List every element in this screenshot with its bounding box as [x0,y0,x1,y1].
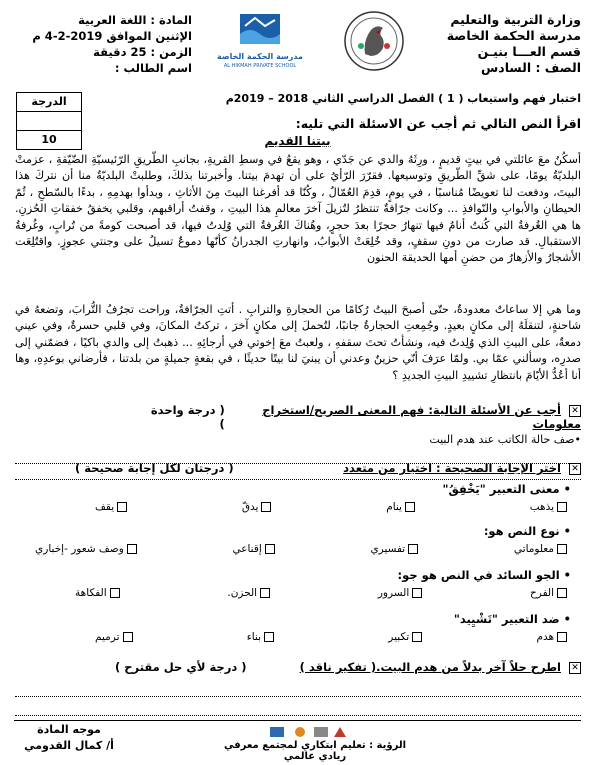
answer-line[interactable] [15,684,581,697]
mcq-option-text: إقناعي [232,543,262,555]
mcq-option[interactable] [530,587,567,599]
checkbox-icon[interactable] [265,544,275,554]
bullet-dot: • [559,612,571,626]
header-exam-info [22,12,192,76]
mcq-options [15,501,571,513]
exam-title: اختبار فهم واستيعاب ( 1 ) الفصل الدراسي الثاني 2018 – 2019م [225,92,581,105]
checkbox-icon[interactable] [110,588,120,598]
question-2-title: اختر الإجابة الصحيحة : اختيار من متعدد [343,461,561,475]
question-2-marks: ( درجتان لكل إجابة صحيحة ) [75,461,234,475]
mcq-option[interactable] [227,587,270,599]
supervisor-title: موجه المادة [37,723,101,736]
school-logo-text-en: AL HIKMAH PRIVATE SCHOOL [223,63,297,69]
question-3-header [300,660,581,674]
mcq-option-text: بناء [246,631,262,643]
footer-divider [14,720,581,721]
mcq-stem-text: معنى التعبير "يَخْفِقُ" [442,482,560,496]
mcq-option-text: يقف [95,501,115,513]
checkbox-icon[interactable] [260,588,270,598]
mcq-option[interactable] [75,587,120,599]
mcq-option-text: الفكاهة [75,587,107,599]
score-total: 10 [41,133,57,146]
emblem-logo [343,10,405,72]
answer-line[interactable] [15,703,581,716]
question-1-header [225,403,581,431]
ministry-name: وزارة التربية والتعليم [450,12,581,27]
mcq-item-3 [15,568,571,599]
mcq-option-text: يدقّ [241,501,259,513]
mcq-option[interactable] [35,543,137,555]
checkbox-icon[interactable] [264,632,274,642]
mcq-option-text: السرور [377,587,410,599]
school-vision: الرؤية : تعليم ابتكاري لمجتمع معرفي ريادي عالمي [223,740,406,762]
reading-instruction: اقرأ النص التالي ثم أجب عن الاسئلة التي تليه: [295,116,581,131]
mcq-option[interactable] [247,631,274,643]
mcq-option[interactable] [95,501,127,513]
mcq-item-2 [15,524,571,555]
checkbox-icon[interactable] [557,502,567,512]
mcq-option-text: تكبير [388,631,410,643]
mcq-options [15,631,571,643]
header-school-info [411,12,581,76]
mcq-options [15,587,571,599]
mcq-option-text: تفسيري [370,543,406,555]
question-1-title: أجب عن الأسئلة التالية: فهم المعنى الصريح/استخراج معلومات [262,403,581,431]
mcq-option-text: ترميم [95,631,120,643]
mcq-option[interactable] [536,631,567,643]
mcq-stem-text: ضد التعبير "تَشْيِيد" [453,612,560,626]
mcq-option[interactable] [530,501,567,513]
score-empty-cell [17,112,81,131]
question-2-header [343,461,581,475]
school-name: مدرسة الحكمة الخاصة [446,28,581,43]
mcq-option-text: ينام [386,501,402,513]
mcq-option-text: يذهب [529,501,554,513]
mcq-option[interactable] [242,501,272,513]
mcq-stem [15,524,571,538]
bullet-dot: • [559,568,571,582]
bullet-dot: • [559,524,571,538]
section-mark-icon: ✕ [569,662,581,674]
section-mark-icon: ✕ [569,405,581,417]
passage-title: بيتنا القديم [264,134,331,148]
mcq-option[interactable] [95,631,133,643]
mcq-option[interactable] [514,543,567,555]
mcq-option-text: معلوماتي [513,543,554,555]
checkbox-icon[interactable] [123,632,133,642]
date-label: الإثنين الموافق 2019-2-4 م [32,29,192,43]
section-mark-icon: ✕ [569,463,581,475]
mcq-options [15,543,571,555]
subject-label: المادة : اللغة العربية [78,13,192,27]
question-1-item: •صف حالة الكاتب عند هدم البيت [429,433,581,446]
mcq-option-text: الفرح [530,587,554,599]
mcq-stem-text: الجو السائد في النص هو جو: [397,568,560,582]
question-3 [15,660,581,716]
mcq-option[interactable] [378,587,422,599]
time-label: الزمن : 25 دقيقة [93,45,192,59]
checkbox-icon[interactable] [117,502,127,512]
question-1-marks: ( درجة واحدة ) [150,403,225,431]
score-label: الدرجة [17,93,81,112]
grade-label: الصف : السادس [481,60,581,75]
supervisor-name: أ/ كمال القدومي [24,739,114,752]
footer-logos [230,724,370,738]
section-name: قسم العـــا بنيـن [477,44,581,59]
mcq-item-4 [15,612,571,643]
mcq-option[interactable] [386,501,415,513]
checkbox-icon[interactable] [412,588,422,598]
checkbox-icon[interactable] [408,544,418,554]
checkbox-icon[interactable] [412,632,422,642]
checkbox-icon[interactable] [557,632,567,642]
checkbox-icon[interactable] [127,544,137,554]
supervisor-block [14,722,124,754]
mcq-stem [15,612,571,626]
checkbox-icon[interactable] [405,502,415,512]
school-logo [205,12,315,72]
passage-paragraph-1: أسكُنُ معَ عائلتي في بيتٍ قديمٍ ، ورِثَهُ والدي عن جَدّي ، وهو يقعُ في وسطِ القريةِ، بجانبِ الطّريقِ الرّئيسيّةِ الضّيّقةِ ، عزمتْ البلديّةُ يومًا، على شقِّ الطّريقِ وتوسيعها. فقرّرَ الرّأيُ على أن تهدمَ بيتنا. وأخبرتنا بذلكَ، وطلبتْ البلديّةُ منا أن نتركَ هذا البيتَ، ودفعت لنا تعويضًا مُناسبًا ، في يومٍ، قدِمَ العُمّالُ ، وكُنّا قد أفرغنا البيتَ مِنَ الأثاثِ ، وبدأوا بهدمِهِ ، بدءًا بالسّطحِ ، ثُمّ الحيطانِ والأبوابِ والنّوافذِ ... وكانت جرّافةٌ تنتظرُ لتُزيلَ آخرَ معالمِ هذا البيتِ ، وقفتُ أراقبهم، وقلبي يخفقُ خفقاتِ الحُزنِ. ها هي الغُرفةُ التي كُنتُ أنامُ فيها تنهارُ حجرًا بعدَ حجرٍ، وهُناكَ الغُرفةُ التي وُلِدتُ فيها، قد أصبحت كومةً من تُرابٍ، وغُرفةُ الاستقبالِ. قد صارت من دونِ سقفٍ، وقد خُلِعَتْ الأبوابُ، وانهارتِ الجدرانُ كأنّها دموعٌ تسيلُ على وجنتي عجوزٍ. واقتُلِعَت الأشجارُ والأزهارُ من حضنِ أمها الحديقة الحنون [15,153,581,265]
checkbox-icon[interactable] [557,544,567,554]
header-logos [205,10,405,70]
mcq-item-1 [15,482,571,513]
mcq-option[interactable] [370,543,418,555]
school-logo-text: مدرسة الحكمة الخاصة [217,52,303,61]
question-2 [15,461,581,475]
passage-paragraph-2: وما هي إلا ساعاتٌ معدودةٌ، حتّى أصبحَ البيتُ رُكامًا من الحجارةِ والترابِ . أتتِ الجرّافةُ، وراحت تجرُفُ التُّرابَ، وتضعهُ في شاحنةٍ، لتنقلَهُ إلى مكانٍ بعيدٍ. وجُمِعتِ الحجارةُ جانبًا، لتُحملَ إلى مكانٍ آخرَ ، تركتُ المكانَ، وفي قلبي حسرةٌ، وفي عيني دمعةٌ، على البيتِ الذي وُلِدتُ فيه، ونشأتُ تحتَ سقفهِ ، ولعبتُ معَ إخوتي في أرجائِهِ ... ذهبتُ إلى والدي باكيًا ، فضمّني إلى صدرِه، وسألني عمّا بي. ولمّا عرَفَ أنّي حزينٌ وعدني أن يبنيَ لنا بيتًا حديثًا ، في بقعةٍ جميلةٍ من بلدتنا ، فأرضاني بوعدِهِ، وها أنا أعُدُّ الأيّامَ بانتظارِ تشييدِ البيتِ الجديدِ ؟ [15,303,581,382]
checkbox-icon[interactable] [261,502,271,512]
mcq-stem-text: نوع النص هو: [483,524,560,538]
mcq-stem [15,568,571,582]
student-name-label: اسم الطالب : [114,61,192,75]
mcq-option[interactable] [388,631,422,643]
mcq-option-text: وصف شعور -إخباري [35,543,124,555]
mcq-option[interactable] [232,543,274,555]
mcq-stem [15,482,571,496]
mcq-option-text: الحزن. [227,587,258,599]
question-3-marks: ( درجة لأي حل مقترح ) [115,660,247,674]
bullet-dot: • [559,482,571,496]
question-3-title: اطرح حلاً آخر بدلاً من هدم البيت.( تفكير ناقد ) [299,660,561,674]
mcq-option-text: هدم [536,631,554,643]
checkbox-icon[interactable] [557,588,567,598]
